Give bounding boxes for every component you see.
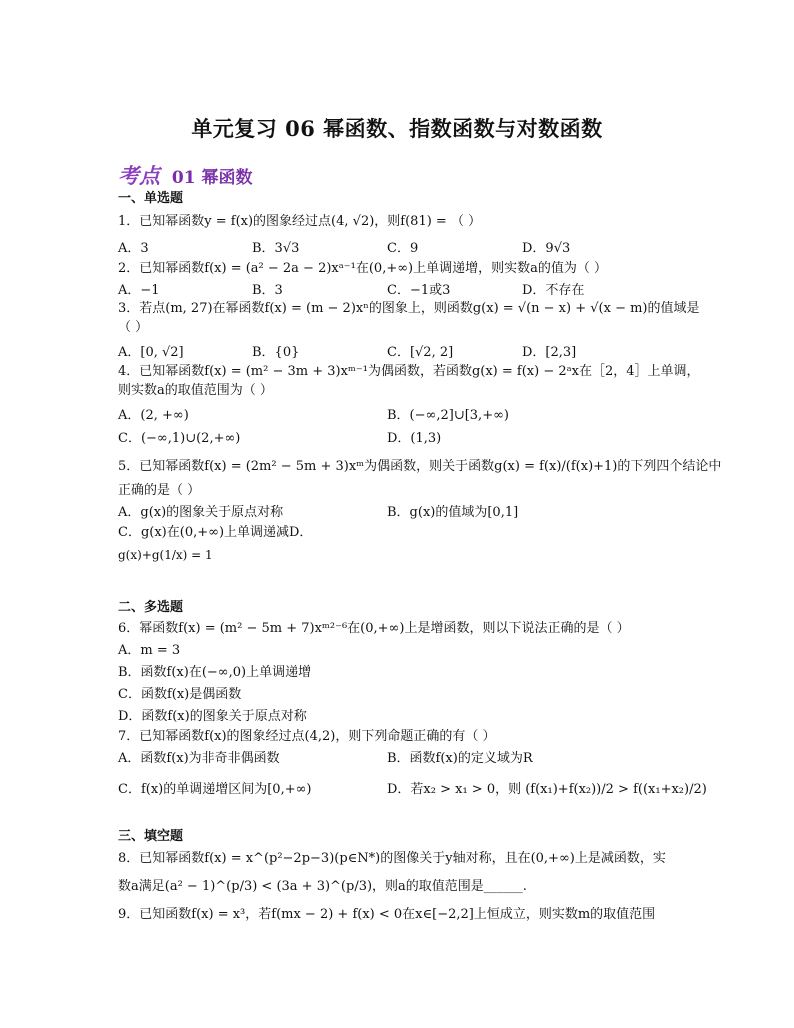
q8-stem-cont: 数a满足(a² − 1)^(p/3) < (3a + 3)^(p/3)，则a的取值范围是______. [118, 879, 527, 894]
topic-label: 01 幂函数 [171, 168, 253, 188]
q5-option-b: B．g(x)的值域为[0,1] [387, 505, 519, 520]
q2-option-a: A．−1 [118, 283, 160, 298]
q8-stem: 8．已知幂函数f(x) = x^(p²−2p−3)(p∈N*)的图像关于y轴对称，且在(0,+∞)上是减函数，实 [118, 851, 666, 866]
q1-stem: 1．已知幂函数y = f(x)的图象经过点(4, √2)，则f(81) = （ ） [118, 214, 482, 229]
q1-option-d: D．9√3 [522, 241, 571, 256]
q5-option-c: C．g(x)在(0,+∞)上单调递减D． [118, 525, 313, 540]
q3-option-a: A．[0, √2] [118, 345, 184, 360]
q7-stem: 7．已知幂函数f(x)的图象经过点(4,2)，则下列命题正确的有（ ） [118, 729, 496, 744]
page-title: 单元复习 06 幂函数、指数函数与对数函数 [191, 116, 603, 141]
q1-option-c: C．9 [387, 241, 419, 256]
q4-stem-cont: 则实数a的取值范围为（ ） [118, 383, 273, 398]
q6-stem: 6．幂函数f(x) = (m² − 5m + 7)xᵐ²⁻⁶在(0,+∞)上是增函数，则以下说法正确的是（ ） [118, 621, 630, 636]
section-multi-choice: 二、多选题 [118, 600, 184, 615]
q5-option-a: A．g(x)的图象关于原点对称 [118, 505, 284, 520]
q4-option-b: B．(−∞,2]∪[3,+∞) [387, 408, 509, 423]
q7-option-c: C．f(x)的单调递增区间为[0,+∞) [118, 782, 312, 797]
q6-option-b: B．函数f(x)在(−∞,0)上单调递增 [118, 665, 312, 680]
q9-stem: 9．已知函数f(x) = x³，若f(mx − 2) + f(x) < 0在x∈[−2,2]上恒成立，则实数m的取值范围 [118, 907, 656, 922]
q3-option-b: B．{0} [252, 345, 300, 360]
q4-stem: 4．已知幂函数f(x) = (m² − 3m + 3)xᵐ⁻¹为偶函数，若函数g(x) = f(x) − 2ᵃx在［2，4］上单调， [118, 364, 700, 379]
section-fill-blank: 三、填空题 [118, 829, 184, 844]
q3-stem-cont: （ ） [118, 320, 149, 335]
topic-heading [118, 160, 253, 190]
section-single-choice: 一、单选题 [118, 191, 184, 206]
q5-stem: 5．已知幂函数f(x) = (2m² − 5m + 3)xᵐ为偶函数，则关于函数g(x) = f(x)/(f(x)+1)的下列四个结论中 [118, 459, 722, 474]
q5-stem-cont: 正确的是（ ） [118, 483, 201, 498]
q6-option-a: A．m = 3 [118, 643, 181, 658]
q5-option-d: g(x)+g(1/x) = 1 [118, 548, 213, 562]
q7-option-b: B．函数f(x)的定义域为R [387, 751, 533, 766]
q3-stem: 3．若点(m, 27)在幂函数f(x) = (m − 2)xⁿ的图象上，则函数g(x) = √(n − x) + √(x − m)的值域是 [118, 301, 700, 316]
q4-option-a: A．(2, +∞) [118, 408, 189, 423]
topic-mark: 考点 [118, 163, 160, 188]
q4-option-c: C．(−∞,1)∪(2,+∞) [118, 431, 241, 446]
q3-option-c: C．[√2, 2] [387, 345, 454, 360]
q4-option-d: D．(1,3) [387, 431, 442, 446]
q2-stem: 2．已知幂函数f(x) = (a² − 2a − 2)xᵃ⁻¹在(0,+∞)上单调递增，则实数a的值为（ ） [118, 261, 607, 276]
q2-option-b: B．3 [252, 283, 283, 298]
q1-option-a: A．3 [118, 241, 149, 256]
q1-option-b: B．3√3 [252, 241, 300, 256]
q7-option-a: A．函数f(x)为非奇非偶函数 [118, 751, 280, 766]
q6-option-d: D．函数f(x)的图象关于原点对称 [118, 709, 307, 724]
q2-option-d: D．不存在 [522, 283, 585, 298]
q6-option-c: C．函数f(x)是偶函数 [118, 687, 242, 702]
q7-option-d: D．若x₂ > x₁ > 0，则 (f(x₁)+f(x₂))/2 > f((x₁+x₂)/2) [387, 782, 707, 797]
q3-option-d: D．[2,3] [522, 345, 577, 360]
q2-option-c: C．−1或3 [387, 283, 451, 298]
